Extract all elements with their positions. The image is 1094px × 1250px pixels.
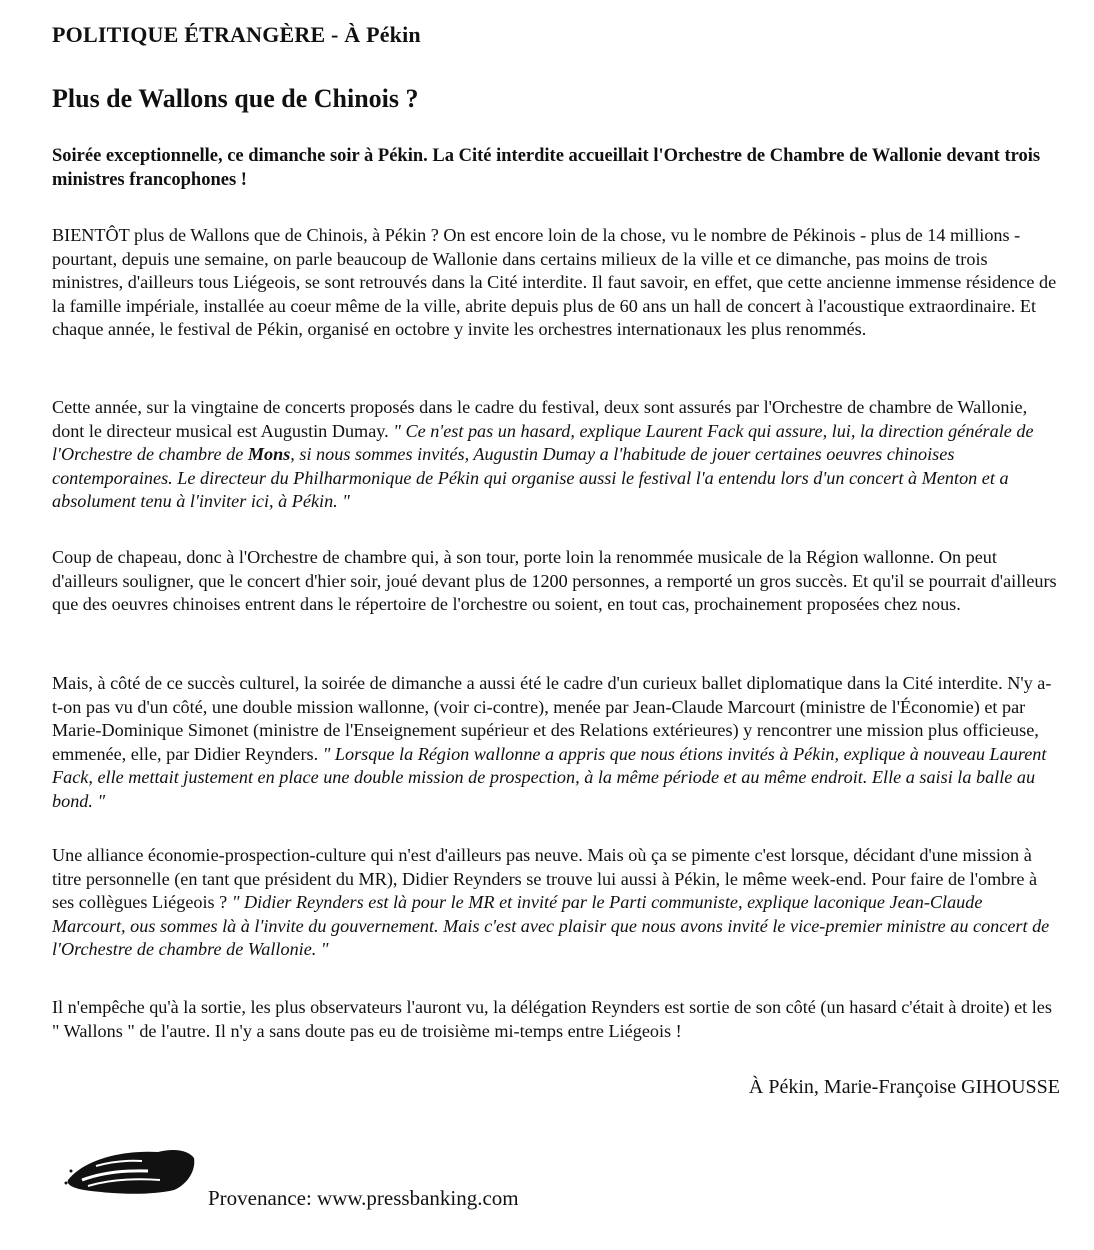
article-rubric: POLITIQUE ÉTRANGÈRE - À Pékin bbox=[52, 22, 421, 47]
paragraph-5-quote: " Didier Reynders est là pour le MR et invité par le Parti communiste, explique laconique Jean-Claude Marcourt, ous sommes là à l'invite du gouvernement. Mais c'est avec plaisir que nous avons invité le vice-premier ministre au concert de l'Orchestre de chambre de Wallonie. " bbox=[52, 892, 1050, 959]
article-lead: Soirée exceptionnelle, ce dimanche soir à Pékin. La Cité interdite accueillait l'Orchestre de Chambre de Wallonie devant trois ministres francophones ! bbox=[52, 146, 1041, 190]
article-paragraph-5 bbox=[52, 844, 1057, 962]
paragraph-4-text: Mais, à côté de ce succès culturel, la soirée de dimanche a aussi été le cadre d'un curieux ballet diplomatique dans la Cité interdite. N'y a-t-on pas vu d'un côté, une double mission wallonne, (voir ci-contre), menée par Jean-Claude Marcourt (ministre de l'Économie) et par Marie-Dominique Simonet (ministre de l'Enseignement supérieur et des Relations extérieures) y rencontrer une mission plus officieuse, emmenée, elle, par Didier Reynders. bbox=[52, 673, 1052, 764]
paragraph-2-quote-start: " Ce n'est pas un hasard, explique Laurent Fack qui assure, lui, la direction générale de l'Orchestre de chambre de bbox=[52, 420, 1034, 464]
article-paragraph-3: Coup de chapeau, donc à l'Orchestre de chambre qui, à son tour, porte loin la renommée musicale de la Région wallonne. On peut d'ailleurs souligner, que le concert d'hier soir, joué devant plus de 1200 personnes, a remporté un gros succès. Et qu'il se pourrait d'ailleurs que des oeuvres chinoises entrent dans le répertoire de l'orchestre ou soient, en tout cas, prochainement proposées chez nous. bbox=[52, 547, 1057, 614]
paragraph-5-text: Une alliance économie-prospection-culture qui n'est d'ailleurs pas neuve. Mais où ça se pimente c'est lorsque, décidant d'une mission à titre personnelle (en tant que président du MR), Didier Reynders se trouve lui aussi à Pékin, le même week-end. Pour faire de l'ombre à ses collègues Liégeois ? bbox=[52, 845, 1038, 912]
article-paragraph-1: BIENTÔT plus de Wallons que de Chinois, à Pékin ? On est encore loin de la chose, vu le nombre de Pékinois - plus de 14 millions - pourtant, depuis une semaine, on parle beaucoup de Wallonie dans certains milieux de la ville et ce dimanche, pas moins de trois ministres, d'ailleurs tous Liégeois, se sont retrouvés dans la Cité interdite. Il faut savoir, en effet, que cette ancienne immense résidence de la famille impériale, installée au coeur même de la ville, abrite depuis plus de 60 ans un hall de concert à l'acoustique extraordinaire. Et chaque année, le festival de Pékin, organisé en octobre y invite les orchestres internationaux les plus renommés. bbox=[52, 225, 1057, 339]
article-paragraph-4 bbox=[52, 672, 1057, 813]
article-paragraph-2 bbox=[52, 396, 1057, 514]
article-headline: Plus de Wallons que de Chinois ? bbox=[52, 84, 419, 113]
article-paragraph-6: Il n'empêche qu'à la sortie, les plus observateurs l'auront vu, la délégation Reynders est sortie de son côté (un hasard c'était à droite) et les " Wallons " de l'autre. Il n'y a sans doute pas eu de troisième mi-temps entre Liégeois ! bbox=[52, 997, 1052, 1041]
article-signature: À Pékin, Marie-Françoise GIHOUSSE bbox=[748, 1076, 1060, 1098]
paragraph-2-quote-end: , si nous sommes invités, Augustin Dumay a l'habitude de jouer certaines oeuvres chinoises contemporaines. Le directeur du Philharmonique de Pékin qui organise aussi le festival l'a entendu lors d'un concert à Menton et a absolument tenu à l'inviter ici, à Pékin. " bbox=[52, 444, 1009, 511]
provenance-source: Provenance: www.pressbanking.com bbox=[208, 1186, 519, 1210]
pressbanking-logo-icon bbox=[62, 1140, 196, 1198]
paragraph-2-quote-emphasis: Mons bbox=[247, 444, 291, 464]
paragraph-4-quote: " Lorsque la Région wallonne a appris que nous étions invités à Pékin, explique à nouveau Laurent Fack, elle mettait justement en place une double mission de prospection, à la même période et au même endroit. Elle a saisi la balle au bond. " bbox=[52, 743, 1047, 811]
paragraph-2-text: Cette année, sur la vingtaine de concerts proposés dans le cadre du festival, deux sont assurés par l'Orchestre de chambre de Wallonie, dont le directeur musical est Augustin Dumay. bbox=[52, 397, 1028, 441]
